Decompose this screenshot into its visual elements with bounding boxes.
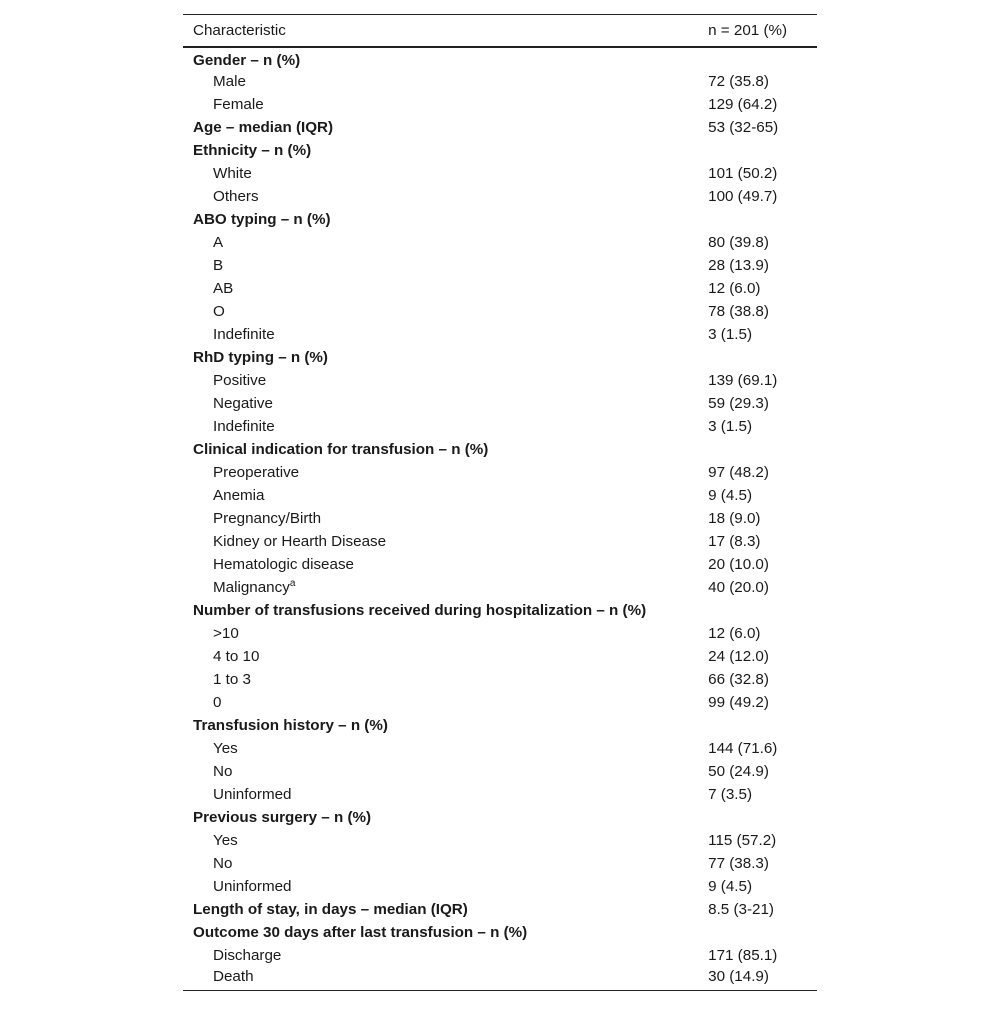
row-value: 40 (20.0) bbox=[708, 579, 769, 596]
row-label bbox=[183, 231, 698, 254]
row-label-text: Clinical indication for transfusion – n (%) bbox=[193, 441, 489, 458]
row-label-text: Negative bbox=[213, 395, 273, 412]
header-row bbox=[183, 15, 817, 48]
row-value: 78 (38.8) bbox=[708, 303, 769, 320]
table-group-row bbox=[183, 346, 817, 369]
row-label-text: Number of transfusions received during hospitalization – n (%) bbox=[193, 602, 647, 619]
row-label bbox=[183, 645, 698, 668]
group-label bbox=[183, 208, 698, 231]
table-row bbox=[183, 737, 817, 760]
row-value: 9 (4.5) bbox=[708, 878, 753, 895]
row-value: 12 (6.0) bbox=[708, 280, 761, 297]
row-value: 80 (39.8) bbox=[708, 234, 769, 251]
table-row bbox=[183, 484, 817, 507]
row-label-text: O bbox=[213, 303, 225, 320]
row-label-text: 4 to 10 bbox=[213, 648, 260, 665]
row-label-text: Age – median (IQR) bbox=[193, 119, 334, 136]
row-label bbox=[183, 323, 698, 346]
table-row bbox=[183, 668, 817, 691]
table-row bbox=[183, 507, 817, 530]
row-value bbox=[698, 599, 817, 622]
row-label bbox=[183, 277, 698, 300]
row-label-text: RhD typing – n (%) bbox=[193, 349, 328, 366]
row-value: 101 (50.2) bbox=[708, 165, 778, 182]
row-label bbox=[183, 484, 698, 507]
row-value bbox=[698, 346, 817, 369]
table-group-row bbox=[183, 438, 817, 461]
row-label bbox=[183, 967, 698, 990]
group-label bbox=[183, 139, 698, 162]
header-characteristic: Characteristic bbox=[193, 22, 286, 39]
row-value bbox=[698, 438, 817, 461]
table-row bbox=[183, 70, 817, 93]
table-row bbox=[183, 300, 817, 323]
row-label bbox=[183, 530, 698, 553]
row-value bbox=[698, 47, 817, 70]
row-value: 20 (10.0) bbox=[708, 556, 769, 573]
row-value bbox=[698, 921, 817, 944]
row-label-text: Uninformed bbox=[213, 878, 292, 895]
row-value: 77 (38.3) bbox=[708, 855, 769, 872]
row-label-text: Death bbox=[213, 967, 254, 985]
row-label bbox=[183, 300, 698, 323]
row-label-text: Male bbox=[213, 73, 246, 90]
characteristics-table-container bbox=[183, 14, 817, 991]
table-group-row bbox=[183, 139, 817, 162]
row-label-text: Kidney or Hearth Disease bbox=[213, 533, 387, 550]
row-label bbox=[183, 576, 698, 599]
group-label bbox=[183, 921, 698, 944]
row-label-text: White bbox=[213, 165, 252, 182]
table-group-row bbox=[183, 898, 817, 921]
row-label-text: Ethnicity – n (%) bbox=[193, 142, 312, 159]
row-label-text: Anemia bbox=[213, 487, 265, 504]
table-row bbox=[183, 530, 817, 553]
table-group-row bbox=[183, 208, 817, 231]
row-label bbox=[183, 668, 698, 691]
row-label-text: Gender – n (%) bbox=[193, 51, 301, 69]
table-row bbox=[183, 93, 817, 116]
row-value: 99 (49.2) bbox=[708, 694, 769, 711]
row-label-text: Yes bbox=[213, 832, 238, 849]
row-label-text: Female bbox=[213, 96, 264, 113]
row-value: 9 (4.5) bbox=[708, 487, 753, 504]
row-value: 115 (57.2) bbox=[708, 832, 777, 849]
row-label-text: No bbox=[213, 763, 233, 780]
row-label-text: Malignancy bbox=[213, 579, 290, 596]
table-row bbox=[183, 852, 817, 875]
table-group-row bbox=[183, 714, 817, 737]
row-value: 97 (48.2) bbox=[708, 464, 769, 481]
group-label bbox=[183, 599, 698, 622]
row-label bbox=[183, 553, 698, 576]
row-label bbox=[183, 829, 698, 852]
footnote-marker: a bbox=[289, 577, 296, 589]
row-value: 24 (12.0) bbox=[708, 648, 769, 665]
table-row bbox=[183, 967, 817, 990]
row-label bbox=[183, 70, 698, 93]
table-group-row bbox=[183, 806, 817, 829]
table-row bbox=[183, 277, 817, 300]
group-label bbox=[183, 116, 698, 139]
row-label bbox=[183, 392, 698, 415]
row-label bbox=[183, 760, 698, 783]
row-label-text: Transfusion history – n (%) bbox=[193, 717, 388, 734]
table-group-row bbox=[183, 116, 817, 139]
row-label bbox=[183, 875, 698, 898]
header-n: n = 201 (%) bbox=[708, 22, 788, 39]
row-value: 17 (8.3) bbox=[708, 533, 761, 550]
group-label bbox=[183, 714, 698, 737]
table-row bbox=[183, 323, 817, 346]
row-value bbox=[698, 208, 817, 231]
row-value: 12 (6.0) bbox=[708, 625, 761, 642]
group-label bbox=[183, 898, 698, 921]
row-label bbox=[183, 507, 698, 530]
table-row bbox=[183, 944, 817, 967]
row-label-text: Length of stay, in days – median (IQR) bbox=[193, 901, 468, 918]
row-value: 3 (1.5) bbox=[708, 418, 753, 435]
table-row bbox=[183, 415, 817, 438]
table-row bbox=[183, 645, 817, 668]
row-label bbox=[183, 254, 698, 277]
row-label-text: 1 to 3 bbox=[213, 671, 251, 688]
row-label-text: AB bbox=[213, 280, 234, 297]
table-row bbox=[183, 231, 817, 254]
row-label-text: No bbox=[213, 855, 233, 872]
row-label-text: Previous surgery – n (%) bbox=[193, 809, 372, 826]
row-label bbox=[183, 369, 698, 392]
row-value: 144 (71.6) bbox=[708, 740, 778, 757]
table-body bbox=[183, 47, 817, 990]
table-row bbox=[183, 185, 817, 208]
table-row bbox=[183, 760, 817, 783]
row-value: 53 (32-65) bbox=[708, 119, 779, 136]
row-value: 8.5 (3-21) bbox=[708, 901, 774, 918]
row-value: 3 (1.5) bbox=[708, 326, 753, 343]
table-row bbox=[183, 875, 817, 898]
characteristics-table bbox=[183, 14, 817, 991]
table-row bbox=[183, 691, 817, 714]
row-label bbox=[183, 783, 698, 806]
row-value: 28 (13.9) bbox=[708, 257, 769, 274]
row-value: 100 (49.7) bbox=[708, 188, 778, 205]
row-label-text: Hematologic disease bbox=[213, 556, 354, 573]
table-row bbox=[183, 622, 817, 645]
group-label bbox=[183, 47, 698, 70]
table-group-row bbox=[183, 599, 817, 622]
row-label bbox=[183, 185, 698, 208]
table-row bbox=[183, 461, 817, 484]
row-label-text: Indefinite bbox=[213, 326, 275, 343]
table-group-row bbox=[183, 47, 817, 70]
row-label bbox=[183, 944, 698, 967]
table-row bbox=[183, 254, 817, 277]
row-value: 66 (32.8) bbox=[708, 671, 769, 688]
row-label bbox=[183, 415, 698, 438]
row-value: 50 (24.9) bbox=[708, 763, 769, 780]
row-label bbox=[183, 461, 698, 484]
table-row bbox=[183, 369, 817, 392]
table-row bbox=[183, 576, 817, 599]
row-label bbox=[183, 162, 698, 185]
row-label-text: Others bbox=[213, 188, 259, 205]
row-value: 139 (69.1) bbox=[708, 372, 778, 389]
table-row bbox=[183, 162, 817, 185]
row-value bbox=[698, 714, 817, 737]
row-label-text: >10 bbox=[213, 625, 239, 642]
row-label-text: Preoperative bbox=[213, 464, 300, 481]
row-label-text: Positive bbox=[213, 372, 267, 389]
row-value: 7 (3.5) bbox=[708, 786, 753, 803]
table-row bbox=[183, 783, 817, 806]
table-row bbox=[183, 553, 817, 576]
row-label-text: ABO typing – n (%) bbox=[193, 211, 331, 228]
table-row bbox=[183, 392, 817, 415]
row-label-text: B bbox=[213, 257, 224, 274]
row-value: 59 (29.3) bbox=[708, 395, 769, 412]
row-label bbox=[183, 93, 698, 116]
row-label-text: Pregnancy/Birth bbox=[213, 510, 322, 527]
group-label bbox=[183, 438, 698, 461]
table-header bbox=[183, 15, 817, 48]
row-value: 72 (35.8) bbox=[708, 73, 769, 90]
row-label-text: A bbox=[213, 234, 224, 251]
row-label bbox=[183, 737, 698, 760]
row-value bbox=[698, 139, 817, 162]
row-value: 171 (85.1) bbox=[708, 947, 778, 964]
group-label bbox=[183, 346, 698, 369]
row-label bbox=[183, 622, 698, 645]
table-group-row bbox=[183, 921, 817, 944]
row-value: 18 (9.0) bbox=[708, 510, 761, 527]
row-label-text: Yes bbox=[213, 740, 238, 757]
row-label-text: Uninformed bbox=[213, 786, 292, 803]
row-label bbox=[183, 852, 698, 875]
row-label-text: Indefinite bbox=[213, 418, 275, 435]
row-value bbox=[698, 806, 817, 829]
row-label bbox=[183, 691, 698, 714]
row-label-text: Discharge bbox=[213, 947, 282, 964]
table-row bbox=[183, 829, 817, 852]
group-label bbox=[183, 806, 698, 829]
row-label-text: Outcome 30 days after last transfusion – n (%) bbox=[193, 924, 528, 941]
row-label-text: 0 bbox=[213, 694, 222, 711]
row-value: 30 (14.9) bbox=[708, 967, 769, 985]
row-value: 129 (64.2) bbox=[708, 96, 778, 113]
